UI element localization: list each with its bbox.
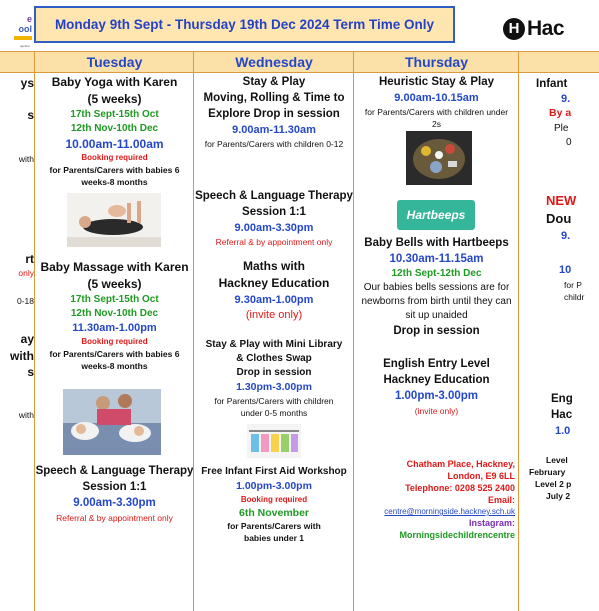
session-time: 9.00am-10.15am (394, 92, 479, 104)
col0-fragment: only (18, 268, 34, 278)
session-dates-1: 17th Sept-15th Oct (70, 294, 159, 305)
hackney-mark-icon: H (503, 18, 525, 40)
audience-text: for Parents/Carers with children under 2s (364, 107, 509, 129)
session-title: Heuristic Stay & Play (378, 76, 495, 88)
baby-yoga-session (35, 74, 194, 188)
session-title: Baby Massage with Karen (40, 260, 189, 274)
col4-fragment: Hac (551, 409, 573, 421)
heuristic-session (354, 74, 519, 130)
col4-fragment: Eng (551, 393, 573, 405)
day-header-col4 (519, 51, 599, 73)
booking-note: Booking required (240, 495, 308, 504)
booking-note: Booking required (81, 153, 148, 162)
col0-fragment: with (10, 349, 34, 363)
audience-text: for Parents/Carers with children 0-12 (204, 139, 344, 149)
col0-fragment: with (18, 154, 34, 164)
drop-in-note: Drop in session (393, 325, 480, 337)
audience-text: for Parents/Carers with babies under 1 (227, 521, 321, 543)
session-time: 9.00am-3.30pm (234, 222, 314, 234)
session-time: 10.30am-11.15am (389, 253, 484, 265)
clothes-swap-image (247, 424, 301, 458)
session-title: Baby Yoga with Karen (51, 75, 178, 89)
session-subtitle: (5 weeks) (87, 277, 142, 291)
session-title: English Entry Level (383, 358, 490, 370)
email-link[interactable]: centre@morningside.hackney.sch.uk (384, 507, 515, 516)
session-title: Speech & Language Therapy (195, 190, 353, 202)
instagram-label: Instagram: (468, 518, 515, 528)
timetable-grid (0, 51, 598, 611)
column-friday (518, 51, 599, 611)
address-line-1: Chatham Place, Hackney, (406, 459, 515, 469)
session-title: Speech & Language Therapy (35, 465, 194, 477)
logo-text-2: ool (18, 24, 32, 34)
col0-fragment: 0-18 (16, 296, 34, 306)
session-title: Baby Bells with Hartbeeps (364, 237, 509, 249)
col4-fragment: Ple (554, 123, 569, 134)
col0-fragment: s (27, 108, 34, 122)
col4-fragment: Level (546, 455, 568, 465)
col4-fragment: for P (564, 280, 582, 290)
col4-fragment: childr (564, 292, 585, 302)
day-header-col0 (0, 51, 34, 73)
baby-bells-session (354, 235, 519, 339)
col0-fragment: ys (20, 76, 34, 90)
stay-play-moving-session (194, 74, 354, 150)
baby-massage-photo (63, 389, 161, 455)
mini-library-session (194, 338, 354, 419)
referral-note: Referral & by appointment only (56, 513, 173, 523)
column-tuesday (34, 51, 194, 611)
col0-fragment: ay (20, 332, 34, 346)
baby-massage-session (35, 259, 194, 372)
session-dates-2: 12th Nov-10th Dec (70, 308, 159, 319)
col4-fragment: 1.0 (555, 425, 571, 437)
baby-yoga-photo (67, 193, 161, 247)
term-dates-banner: Monday 9th Sept - Thursday 19th Dec 2024 Term Time Only (34, 6, 455, 43)
session-title: Stay & Play with Mini Library (205, 339, 343, 350)
column-wednesday (193, 51, 354, 611)
referral-note: Referral & by appointment only (215, 237, 333, 247)
speech-therapy-tuesday (35, 463, 194, 524)
telephone: Telephone: 0208 525 2400 (405, 483, 515, 493)
session-time: 9.00am-3.30pm (73, 497, 156, 509)
logo-text-1: e (26, 14, 32, 24)
col4-fragment: Infant (536, 78, 568, 90)
session-time: 1.30pm-3.00pm (236, 381, 312, 393)
col4-fragment: 0 (566, 137, 572, 148)
session-subtitle: Hackney Education (383, 374, 490, 386)
session-time: 10.00am-11.00am (65, 137, 164, 151)
col4-fragment: 9. (561, 230, 571, 242)
first-aid-workshop (194, 465, 354, 544)
invite-note: (invite only) (245, 309, 303, 321)
col4-fragment: July 2 (546, 491, 571, 501)
english-entry-session (354, 356, 519, 417)
hackney-wordmark: Hac (527, 17, 565, 40)
column-thursday (353, 51, 519, 611)
contact-details (354, 458, 515, 541)
email-label: Email: (487, 495, 515, 505)
col4-fragment: Level 2 p (535, 479, 572, 489)
col4-fragment: NEW (546, 193, 577, 208)
session-dates: 12th Sept-12th Dec (391, 268, 482, 279)
hackney-logo (503, 16, 564, 42)
heuristic-play-photo (406, 131, 472, 185)
col4-fragment: February (529, 467, 566, 477)
col4-fragment: 10 (559, 264, 572, 276)
instagram-handle: Morningsidechildrencentre (399, 530, 515, 540)
session-subtitle: Moving, Rolling & Time to (203, 92, 345, 104)
session-time: 1.00pm-3.00pm (236, 480, 312, 492)
session-subtitle-2: Drop in session (236, 367, 312, 378)
session-time: 9.00am-11.30am (232, 124, 316, 136)
session-time: 1.00pm-3.00pm (394, 390, 479, 402)
audience-text: for Parents/Carers with babies 6 weeks-8 months (49, 165, 180, 187)
audience-text: for Parents/Carers with babies 6 weeks-8 months (49, 349, 180, 371)
session-subtitle-2: Explore Drop in session (208, 108, 340, 120)
col0-fragment: with (18, 410, 34, 420)
column-monday (0, 51, 34, 611)
booking-note: Booking required (81, 337, 148, 346)
session-subtitle: (5 weeks) (87, 92, 142, 106)
logo-tagline: ogether (19, 44, 30, 48)
session-subtitle: & Clothes Swap (236, 353, 312, 364)
session-title: Maths with (243, 259, 305, 273)
session-title: Stay & Play (242, 76, 306, 88)
col0-fragment: rt (25, 252, 34, 266)
maths-session (194, 258, 354, 323)
hartbeeps-logo: Hartbeeps (397, 200, 475, 230)
col4-fragment: By a (549, 107, 572, 119)
session-dates-1: 17th Sept-15th Oct (70, 109, 159, 120)
session-title: Free Infant First Aid Workshop (201, 466, 347, 477)
session-subtitle: Session 1:1 (242, 206, 306, 218)
col4-fragment: Dou (546, 211, 572, 226)
session-subtitle: Session 1:1 (82, 481, 147, 493)
session-date: 6th November (238, 507, 310, 519)
session-time: 11.30am-1.00pm (72, 322, 157, 334)
col4-fragment: 9. (561, 93, 571, 105)
session-subtitle: Hackney Education (218, 276, 330, 290)
audience-text: for Parents/Carers with children under 0-5 months (214, 396, 334, 418)
col0-fragment: s (27, 365, 34, 379)
invite-note: (invite only) (414, 406, 459, 416)
day-header-thursday: Thursday (354, 51, 519, 73)
school-logo (0, 8, 32, 48)
day-header-tuesday: Tuesday (35, 51, 194, 73)
session-description: Our babies bells sessions are for newborns from birth until they can sit up unaided (361, 282, 512, 321)
session-time: 9.30am-1.00pm (234, 294, 314, 306)
logo-swoosh (14, 36, 32, 40)
day-header-wednesday: Wednesday (194, 51, 354, 73)
session-dates-2: 12th Nov-10th Dec (70, 123, 159, 134)
address-line-2: London, E9 6LL (447, 471, 515, 481)
speech-therapy-wednesday (194, 188, 354, 248)
